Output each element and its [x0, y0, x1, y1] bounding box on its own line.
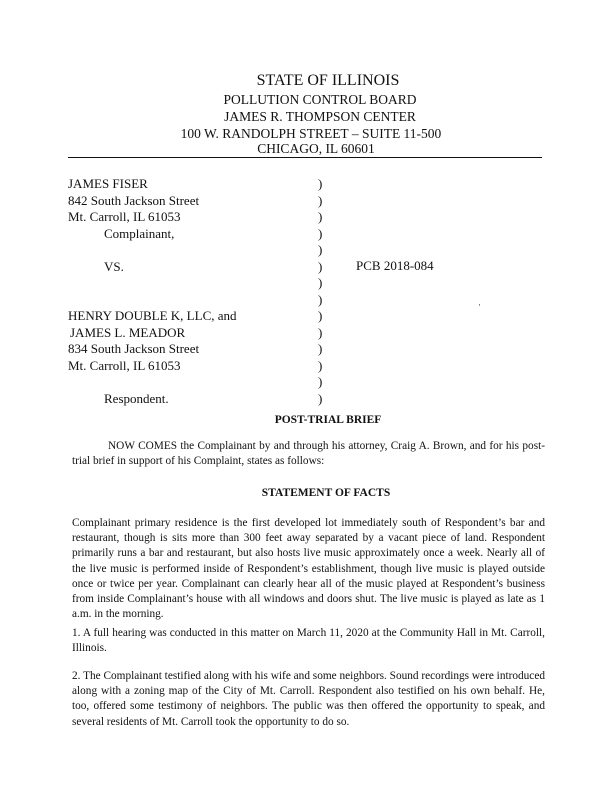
respondent-role: Respondent. — [104, 390, 169, 406]
facts-title: STATEMENT OF FACTS — [261, 487, 391, 499]
paren: ) — [318, 357, 323, 373]
complainant-street: 842 South Jackson Street — [68, 192, 200, 208]
caption-parentheses — [318, 176, 330, 407]
paren: ) — [318, 374, 323, 389]
header-board: POLLUTION CONTROL BOARD — [223, 92, 417, 107]
versus-label: VS. — [104, 258, 124, 274]
paren: ) — [318, 209, 323, 224]
paren: ) — [318, 324, 323, 340]
paren: ) — [318, 242, 323, 257]
complainant-name: JAMES FISER — [68, 176, 148, 191]
respondent-name-1: HENRY DOUBLE K, LLC, and — [68, 308, 237, 323]
scan-speck: · — [478, 300, 481, 310]
numbered-paragraph-1: 1. A full hearing was conducted in this matter on March 11, 2020 at the Community Hall in Mt. Carroll, Illinois. — [72, 627, 545, 655]
paren: ) — [318, 390, 323, 406]
case-number: PCB 2018-084 — [356, 258, 434, 273]
paren: ) — [318, 308, 323, 323]
paren: ) — [318, 258, 323, 274]
respondent-city: Mt. Carroll, IL 61053 — [68, 357, 181, 373]
brief-title: POST-TRIAL BRIEF — [274, 414, 382, 426]
facts-paragraph: Complainant primary residence is the first developed lot immediately south of Respondent’s bar and restaurant, though is sits more than 300 feet away separated by a vacant piece of land. Respondent primarily runs a bar and restaurant, but also hosts live music approximately once a week. Nearly all of the live music is performed inside of Respondent’s establishment, though live music is played outside once or twice per year. Complainant can clearly hear all of the music played at Respondent’s business from inside Complainant’s house with all windows and doors shut. The live music is played as late as 1 a.m. in the morning. — [72, 517, 545, 621]
paren: ) — [318, 341, 323, 356]
paren: ) — [318, 291, 323, 307]
blank-line — [68, 292, 308, 309]
complainant-city: Mt. Carroll, IL 61053 — [68, 209, 181, 224]
header-divider — [68, 157, 542, 158]
paren: ) — [318, 275, 323, 290]
blank-line — [68, 242, 308, 259]
paren: ) — [318, 192, 323, 208]
blank-line — [68, 275, 308, 292]
intro-paragraph: NOW COMES the Complainant by and through his attorney, Craig A. Brown, and for his post-trial brief in support of his Complaint, states as follows: — [72, 440, 545, 468]
respondent-name-2: JAMES L. MEADOR — [70, 324, 186, 340]
caption-parties — [68, 176, 308, 407]
numbered-paragraph-2: 2. The Complainant testified along with his wife and some neighbors. Sound recordings were introduced along with a zoning map of the City of Mt. Carroll. Respondent also testified on his own behalf. He, too, offered some testimony of neighbors. The public was then offered the opportunity to speak, and several residents of Mt. Carroll took the opportunity to do so. — [72, 670, 545, 728]
paren: ) — [318, 176, 323, 191]
header-street: 100 W. RANDOLPH STREET – SUITE 11-500 — [180, 126, 442, 141]
header-center: JAMES R. THOMPSON CENTER — [224, 109, 416, 124]
header-state: STATE OF ILLINOIS — [256, 72, 400, 89]
paren: ) — [318, 225, 323, 241]
respondent-street: 834 South Jackson Street — [68, 341, 200, 356]
header-city: CHICAGO, IL 60601 — [257, 141, 375, 156]
complainant-role: Complainant, — [104, 225, 175, 241]
blank-line — [68, 374, 308, 391]
